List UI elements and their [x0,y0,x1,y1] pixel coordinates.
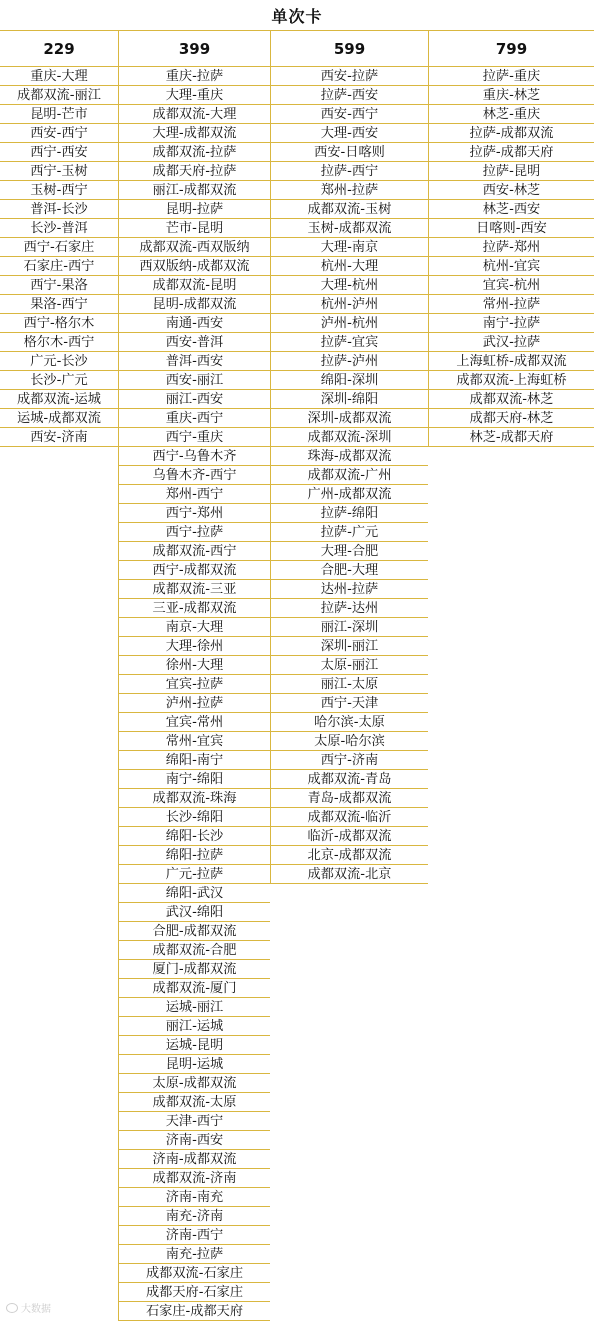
route-cell: 拉萨-宜宾 [271,333,428,352]
route-cell: 深圳-成都双流 [271,409,428,428]
route-cell: 绵阳-长沙 [119,827,270,846]
route-cell: 成都双流-太原 [119,1093,270,1112]
route-cell: 成都天府-拉萨 [119,162,270,181]
route-list [118,67,270,1321]
route-cell: 大理-西安 [271,124,428,143]
route-cell: 成都双流-丽江 [0,86,118,105]
route-cell: 成都双流-青岛 [271,770,428,789]
route-cell: 合肥-成都双流 [119,922,270,941]
route-cell: 广州-成都双流 [271,485,428,504]
route-cell: 成都双流-珠海 [119,789,270,808]
watermark-logo-icon [6,1303,18,1313]
route-cell: 成都双流-三亚 [119,580,270,599]
route-cell: 徐州-大理 [119,656,270,675]
route-cell: 拉萨-成都天府 [429,143,594,162]
route-cell: 杭州-泸州 [271,295,428,314]
route-cell: 珠海-成都双流 [271,447,428,466]
route-cell: 普洱-西安 [119,352,270,371]
route-cell: 成都双流-西双版纳 [119,238,270,257]
route-cell: 西安-丽江 [119,371,270,390]
route-cell: 上海虹桥-成都双流 [429,352,594,371]
route-cell: 南京-大理 [119,618,270,637]
route-cell: 绵阳-深圳 [271,371,428,390]
route-cell: 西安-西宁 [0,124,118,143]
route-cell: 济南-西安 [119,1131,270,1150]
route-cell: 成都双流-西宁 [119,542,270,561]
route-cell: 林芝-西安 [429,200,594,219]
price-columns [0,31,594,1321]
route-cell: 大理-杭州 [271,276,428,295]
route-cell: 普洱-长沙 [0,200,118,219]
route-cell: 西宁-郑州 [119,504,270,523]
route-list [270,67,428,884]
route-cell: 成都双流-昆明 [119,276,270,295]
route-cell: 三亚-成都双流 [119,599,270,618]
route-cell: 成都双流-深圳 [271,428,428,447]
route-cell: 太原-成都双流 [119,1074,270,1093]
route-cell: 拉萨-郑州 [429,238,594,257]
route-cell: 深圳-丽江 [271,637,428,656]
route-cell: 昆明-芒市 [0,105,118,124]
route-cell: 宜宾-杭州 [429,276,594,295]
route-cell: 成都双流-厦门 [119,979,270,998]
route-cell: 杭州-宜宾 [429,257,594,276]
route-cell: 丽江-太原 [271,675,428,694]
route-cell: 运城-成都双流 [0,409,118,428]
route-cell: 成都双流-玉树 [271,200,428,219]
route-cell: 丽江-西安 [119,390,270,409]
route-cell: 南充-济南 [119,1207,270,1226]
route-cell: 厦门-成都双流 [119,960,270,979]
route-list [0,67,118,447]
route-cell: 成都天府-石家庄 [119,1283,270,1302]
route-cell: 绵阳-武汉 [119,884,270,903]
route-cell: 西安-林芝 [429,181,594,200]
route-cell: 大理-成都双流 [119,124,270,143]
price-column-399 [118,31,270,1321]
route-cell: 林芝-重庆 [429,105,594,124]
route-cell: 成都双流-林芝 [429,390,594,409]
route-cell: 大理-合肥 [271,542,428,561]
route-cell: 运城-丽江 [119,998,270,1017]
route-cell: 成都双流-济南 [119,1169,270,1188]
route-cell: 太原-丽江 [271,656,428,675]
price-header: 799 [428,31,594,67]
route-cell: 拉萨-西宁 [271,162,428,181]
route-cell: 拉萨-昆明 [429,162,594,181]
route-cell: 长沙-广元 [0,371,118,390]
route-cell: 丽江-运城 [119,1017,270,1036]
route-cell: 南宁-绵阳 [119,770,270,789]
route-cell: 杭州-大理 [271,257,428,276]
route-cell: 大理-重庆 [119,86,270,105]
route-cell: 昆明-拉萨 [119,200,270,219]
route-cell: 青岛-成都双流 [271,789,428,808]
route-cell: 广元-长沙 [0,352,118,371]
route-cell: 果洛-西宁 [0,295,118,314]
route-cell: 成都天府-林芝 [429,409,594,428]
route-cell: 常州-拉萨 [429,295,594,314]
route-cell: 林芝-成都天府 [429,428,594,447]
route-cell: 西宁-济南 [271,751,428,770]
watermark [6,1300,51,1315]
route-cell: 西宁-格尔木 [0,314,118,333]
route-cell: 拉萨-成都双流 [429,124,594,143]
route-cell: 乌鲁木齐-西宁 [119,466,270,485]
route-cell: 西宁-重庆 [119,428,270,447]
route-cell: 常州-宜宾 [119,732,270,751]
route-cell: 武汉-拉萨 [429,333,594,352]
route-cell: 丽江-深圳 [271,618,428,637]
route-cell: 哈尔滨-太原 [271,713,428,732]
route-cell: 成都双流-上海虹桥 [429,371,594,390]
price-column-229 [0,31,118,1321]
route-cell: 南充-拉萨 [119,1245,270,1264]
route-cell: 泸州-杭州 [271,314,428,333]
price-header: 399 [118,31,270,67]
route-cell: 重庆-大理 [0,67,118,86]
route-cell: 郑州-西宁 [119,485,270,504]
route-cell: 拉萨-达州 [271,599,428,618]
route-cell: 太原-哈尔滨 [271,732,428,751]
route-cell: 西宁-石家庄 [0,238,118,257]
route-cell: 西安-拉萨 [271,67,428,86]
route-cell: 拉萨-广元 [271,523,428,542]
route-cell: 芒市-昆明 [119,219,270,238]
route-cell: 成都双流-广州 [271,466,428,485]
route-cell: 拉萨-西安 [271,86,428,105]
route-cell: 成都双流-拉萨 [119,143,270,162]
route-cell: 玉树-成都双流 [271,219,428,238]
route-cell: 成都双流-运城 [0,390,118,409]
route-cell: 宜宾-常州 [119,713,270,732]
route-cell: 西双版纳-成都双流 [119,257,270,276]
route-cell: 西宁-玉树 [0,162,118,181]
route-cell: 成都双流-合肥 [119,941,270,960]
route-cell: 西宁-果洛 [0,276,118,295]
route-cell: 石家庄-西宁 [0,257,118,276]
route-cell: 临沂-成都双流 [271,827,428,846]
price-column-799 [428,31,594,1321]
route-cell: 西宁-拉萨 [119,523,270,542]
route-cell: 日喀则-西安 [429,219,594,238]
route-cell: 玉树-西宁 [0,181,118,200]
table-title: 单次卡 [0,0,594,31]
route-cell: 长沙-绵阳 [119,808,270,827]
route-list [428,67,594,447]
route-cell: 成都双流-大理 [119,105,270,124]
route-cell: 格尔木-西宁 [0,333,118,352]
route-cell: 济南-成都双流 [119,1150,270,1169]
route-cell: 重庆-拉萨 [119,67,270,86]
route-cell: 宜宾-拉萨 [119,675,270,694]
route-cell: 西安-日喀则 [271,143,428,162]
route-cell: 成都双流-石家庄 [119,1264,270,1283]
route-cell: 济南-西宁 [119,1226,270,1245]
price-column-599 [270,31,428,1321]
route-cell: 合肥-大理 [271,561,428,580]
route-cell: 北京-成都双流 [271,846,428,865]
route-cell: 郑州-拉萨 [271,181,428,200]
route-cell: 天津-西宁 [119,1112,270,1131]
route-cell: 大理-徐州 [119,637,270,656]
route-cell: 成都双流-北京 [271,865,428,884]
route-cell: 南通-西安 [119,314,270,333]
route-cell: 西宁-天津 [271,694,428,713]
route-cell: 深圳-绵阳 [271,390,428,409]
route-cell: 长沙-普洱 [0,219,118,238]
route-cell: 武汉-绵阳 [119,903,270,922]
route-cell: 拉萨-泸州 [271,352,428,371]
route-cell: 西安-济南 [0,428,118,447]
route-cell: 昆明-成都双流 [119,295,270,314]
route-cell: 运城-昆明 [119,1036,270,1055]
route-cell: 拉萨-绵阳 [271,504,428,523]
route-cell: 重庆-西宁 [119,409,270,428]
watermark-text: 大数据 [21,1304,51,1315]
route-cell: 泸州-拉萨 [119,694,270,713]
route-cell: 西宁-西安 [0,143,118,162]
route-cell: 广元-拉萨 [119,865,270,884]
route-cell: 西安-普洱 [119,333,270,352]
route-cell: 成都双流-临沂 [271,808,428,827]
route-cell: 重庆-林芝 [429,86,594,105]
route-cell: 西宁-成都双流 [119,561,270,580]
route-cell: 绵阳-拉萨 [119,846,270,865]
route-cell: 拉萨-重庆 [429,67,594,86]
route-cell: 西安-西宁 [271,105,428,124]
route-cell: 达州-拉萨 [271,580,428,599]
route-cell: 丽江-成都双流 [119,181,270,200]
route-cell: 济南-南充 [119,1188,270,1207]
route-cell: 西宁-乌鲁木齐 [119,447,270,466]
route-cell: 南宁-拉萨 [429,314,594,333]
route-cell: 大理-南京 [271,238,428,257]
route-cell: 石家庄-成都天府 [119,1302,270,1321]
route-cell: 昆明-运城 [119,1055,270,1074]
route-cell: 绵阳-南宁 [119,751,270,770]
price-header: 229 [0,31,118,67]
price-header: 599 [270,31,428,67]
